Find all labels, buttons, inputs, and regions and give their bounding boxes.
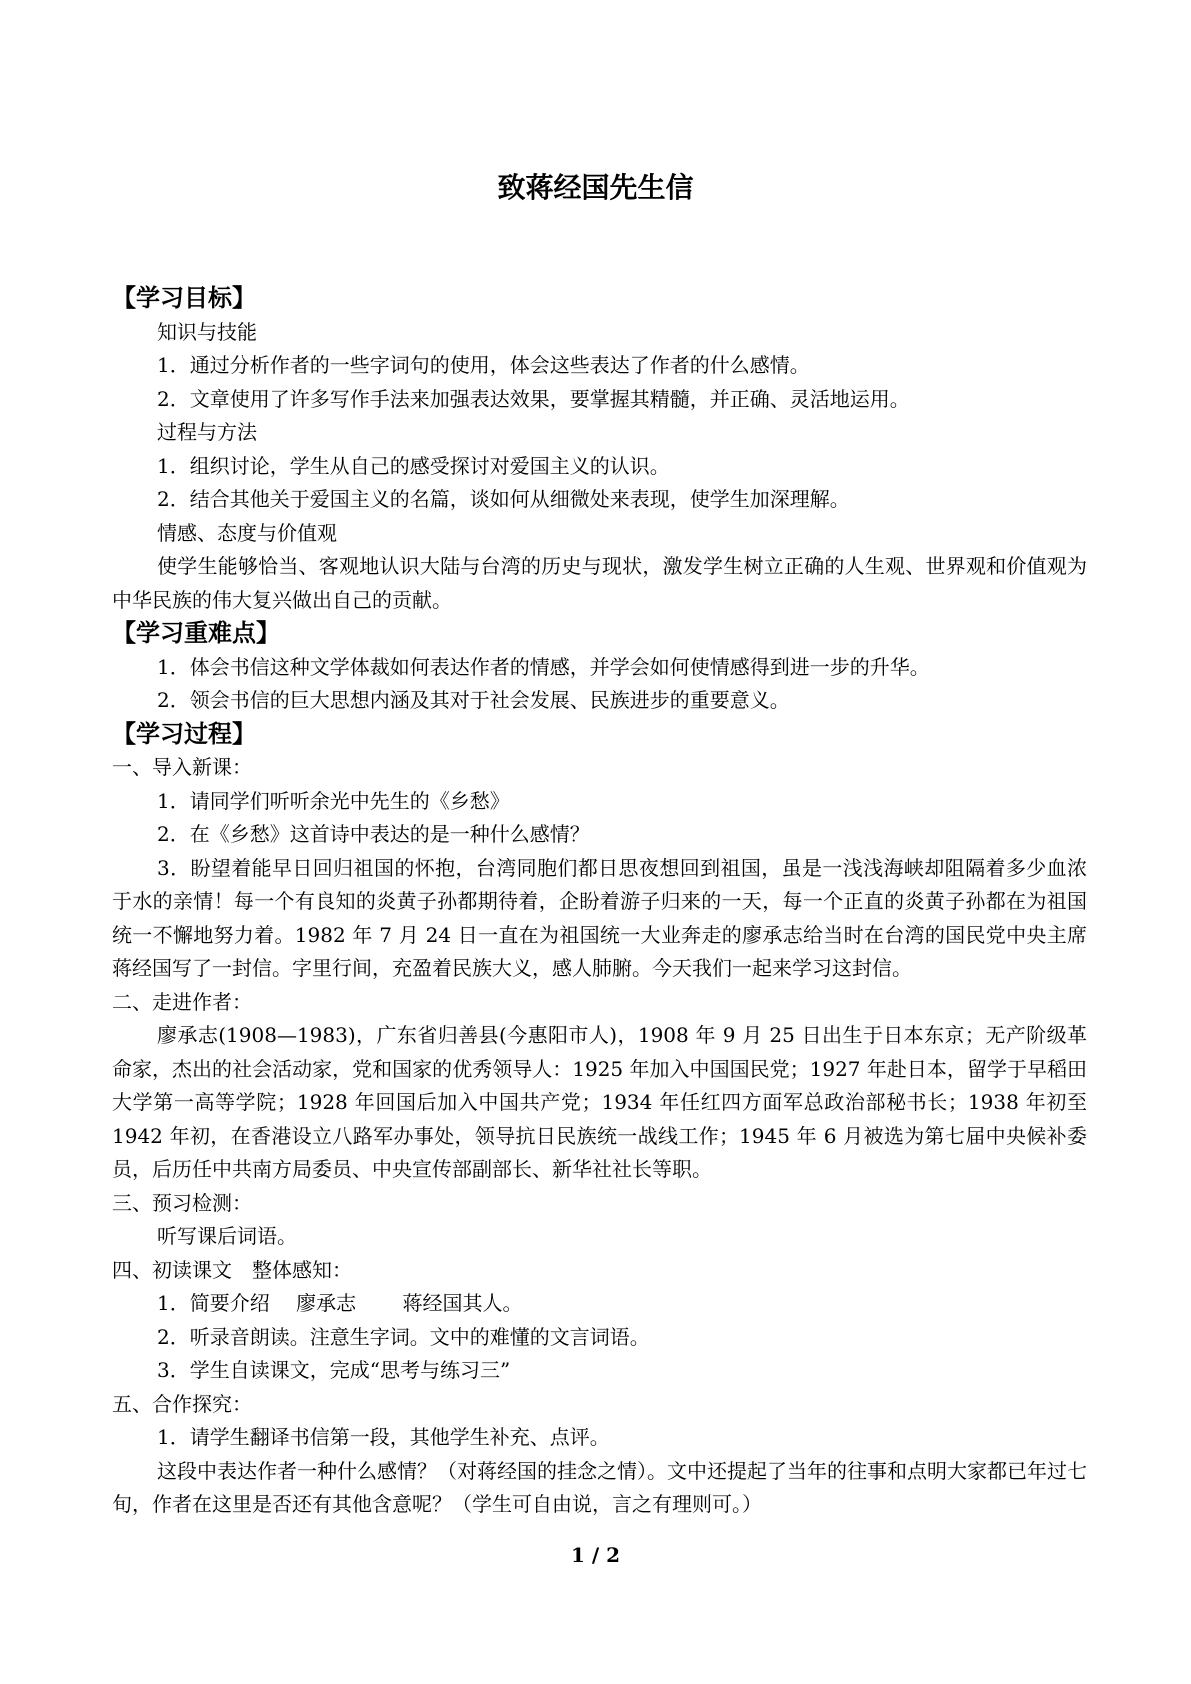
section-heading: 【学习重难点】 bbox=[112, 619, 280, 647]
subsection-heading: 一、导入新课： bbox=[112, 755, 252, 779]
indented-line: 1．通过分析作者的一些字词句的使用，体会这些表达了作者的什么感情。 bbox=[157, 353, 810, 377]
indented-line: 过程与方法 bbox=[157, 420, 257, 444]
indented-line: 2．文章使用了许多写作手法来加强表达效果，要掌握其精髓，并正确、灵活地运用。 bbox=[157, 386, 910, 411]
section-heading: 【学习目标】 bbox=[112, 284, 256, 312]
section-heading: 【学习过程】 bbox=[112, 719, 256, 748]
document-title: 致蒋经国先生信 bbox=[497, 171, 694, 204]
page-number: 1 / 2 bbox=[570, 1543, 621, 1567]
subsection-heading: 四、初读课文 整体感知： bbox=[112, 1257, 352, 1282]
paragraph: 这段中表达作者一种什么感情？（对蒋经国的挂念之情）。文中还提起了当年的往事和点明大家都已年过七旬，作者在这里是否还有其他含意呢？（学生可自由说，言之有理则可。） bbox=[112, 1458, 1087, 1516]
indented-line: 1．请同学们听听余光中先生的《乡愁》 bbox=[157, 788, 510, 813]
indented-line: 2．在《乡愁》这首诗中表达的是一种什么感情？ bbox=[157, 822, 590, 846]
document-body bbox=[112, 282, 1087, 1522]
indented-line: 2．领会书信的巨大思想内涵及其对于社会发展、民族进步的重要意义。 bbox=[157, 688, 790, 712]
paragraph: 使学生能够恰当、客观地认识大陆与台湾的历史与现状，激发学生树立正确的人生观、世界观和价值观为中华民族的伟大复兴做出自己的贡献。 bbox=[112, 554, 1087, 612]
indented-line: 1．体会书信这种文学体裁如何表达作者的情感，并学会如何使情感得到进一步的升华。 bbox=[157, 654, 930, 679]
subsection-heading: 五、合作探究： bbox=[112, 1391, 252, 1416]
indented-line: 听写课后词语。 bbox=[157, 1224, 297, 1248]
indented-line: 2．听录音朗读。注意生字词。文中的难懂的文言词语。 bbox=[157, 1324, 650, 1349]
indented-line: 2．结合其他关于爱国主义的名篇，谈如何从细微处来表现，使学生加深理解。 bbox=[157, 487, 850, 511]
indented-line: 知识与技能 bbox=[157, 319, 257, 344]
subsection-heading: 三、预习检测： bbox=[112, 1190, 252, 1215]
indented-line: 情感、态度与价值观 bbox=[157, 520, 337, 545]
subsection-heading: 二、走进作者： bbox=[112, 989, 252, 1014]
paragraph: 3．盼望着能早日回归祖国的怀抱，台湾同胞们都日思夜想回到祖国，虽是一浅浅海峡却阻隔着多少血浓于水的亲情！每一个有良知的炎黄子孙都期待着，企盼着游子归来的一天，每一个正直的炎黄子孙都在为祖国统一不懈地努力着。1982 年 7 月 24 日一直在为祖国统一大业奔走的廖承志给当时在台湾的国民党中央主席蒋经国写了一封信。字里行间，充盈着民族大义，感人肺腑。今天我们一起来学习这封信。 bbox=[112, 855, 1087, 980]
indented-line: 1．组织讨论，学生从自己的感受探讨对爱国主义的认识。 bbox=[157, 453, 670, 478]
paragraph: 廖承志(1908—1983)，广东省归善县(今惠阳市人)，1908 年 9 月 25 日出生于日本东京；无产阶级革命家，杰出的社会活动家，党和国家的优秀领导人：1925 年加入中国国民党；1927 年赴日本，留学于早稻田大学第一高等学院；1928 年回国后加入中国共产党；1934 年任红四方面军总政治部秘书长；1938 年初至 1942 年初，在香港设立八路军办事处，领导抗日民族统一战线工作；1945 年 6 月被选为第七届中央候补委员，后历任中共南方局委员、中央宣传部副部长、新华社社长等职。 bbox=[112, 1023, 1087, 1181]
indented-line: 1．请学生翻译书信第一段，其他学生补充、点评。 bbox=[157, 1425, 610, 1449]
indented-line: 3．学生自读课文，完成“思考与练习三” bbox=[157, 1358, 511, 1382]
indented-line: 1．简要介绍 廖承志 蒋经国其人。 bbox=[157, 1291, 523, 1315]
